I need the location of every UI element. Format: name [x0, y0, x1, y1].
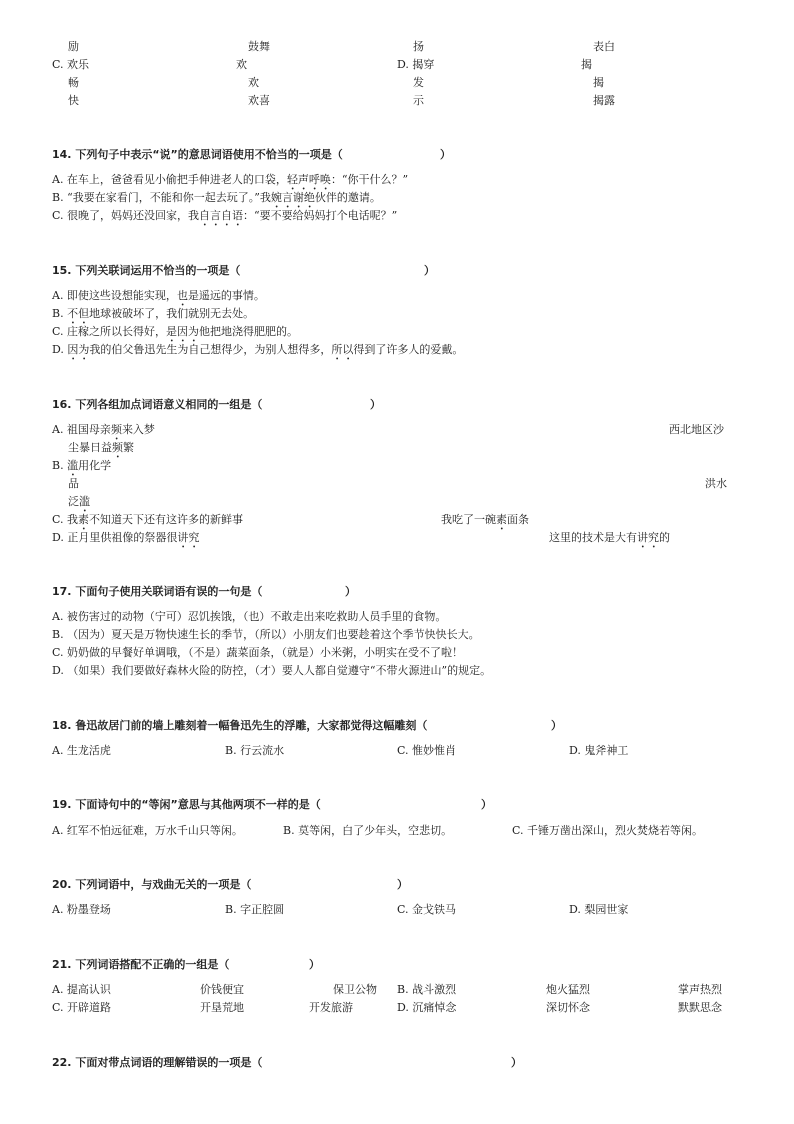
q21-option-a: 保卫公物 — [333, 983, 377, 996]
q21-option-c: 开垦荒地 — [200, 1001, 244, 1014]
answer-bracket-close: ） — [511, 1056, 522, 1069]
question-21-stem: 21. 下列词语搭配不正确的一组是（ — [52, 958, 230, 971]
q21-option-b: 掌声热烈 — [678, 983, 722, 996]
q18-option-c: C. 惟妙惟肖 — [397, 744, 457, 757]
answer-bracket-close: ） — [397, 878, 408, 891]
answer-bracket-close: ） — [309, 958, 320, 971]
question-20-stem: 20. 下列词语中，与戏曲无关的一项是（ — [52, 878, 252, 891]
q17-option-d: D. （如果）我们要做好森林火险的防控，（才）要人人都自觉遵守“不带火源进山”的规定。 — [52, 664, 492, 677]
q16-option-b-cont: 品 — [68, 477, 79, 490]
q21-option-a: 价钱便宜 — [200, 983, 244, 996]
q18-option-d: D. 鬼斧神工 — [569, 744, 629, 757]
q20-option-b: B. 字正腔圆 — [225, 903, 285, 916]
q20-option-a: A. 粉墨登场 — [52, 903, 111, 916]
q16-option-c-second: 我吃了一碗素面条 — [441, 513, 529, 526]
answer-bracket-close: ） — [481, 798, 492, 811]
option-fragment: 示 — [413, 94, 424, 107]
q16-option-b-cont2: 泛滥 — [68, 495, 90, 508]
q18-option-a: A. 生龙活虎 — [52, 744, 111, 757]
option-c: C. 欢乐 — [52, 58, 90, 71]
q14-option-c: C. 很晚了，妈妈还没回家，我自言自语：“要不要给妈妈打个电话呢？” — [52, 209, 398, 222]
q16-option-d-second: 这里的技术是大有讲究的 — [549, 531, 670, 544]
answer-bracket-close: ） — [440, 148, 451, 161]
q17-option-b: B. （因为）夏天是万物快速生长的季节，（所以）小朋友们也要趁着这个季节快快长大。 — [52, 628, 480, 641]
q15-option-c: C. 庄稼之所以长得好，是因为他把地浇得肥肥的。 — [52, 325, 299, 338]
answer-bracket-close: ） — [551, 719, 562, 732]
option-fragment: 欢喜 — [248, 94, 270, 107]
option-fragment: 欢 — [236, 58, 247, 71]
option-fragment: 畅 — [68, 76, 79, 89]
q19-option-a: A. 红军不怕远征难，万水千山只等闲。 — [52, 824, 243, 837]
q16-option-b-second: 洪水 — [705, 477, 727, 490]
option-fragment: 揭 — [581, 58, 592, 71]
question-16-stem: 16. 下列各组加点词语意义相同的一组是（ — [52, 398, 263, 411]
q18-option-b: B. 行云流水 — [225, 744, 285, 757]
q21-option-b: 炮火猛烈 — [546, 983, 590, 996]
option-d: D. 揭穿 — [397, 58, 435, 71]
option-fragment: 揭露 — [593, 94, 615, 107]
q20-option-d: D. 梨园世家 — [569, 903, 629, 916]
q14-option-b: B. “我要在家看门，不能和你一起去玩了。”我婉言谢绝伙伴的邀请。 — [52, 191, 381, 204]
option-fragment: 揭 — [593, 76, 604, 89]
answer-bracket-close: ） — [424, 264, 435, 277]
answer-bracket-close: ） — [345, 585, 356, 598]
option-fragment: 快 — [68, 94, 79, 107]
q21-option-c: 开发旅游 — [309, 1001, 353, 1014]
q16-option-a-first: A. 祖国母亲频来入梦 — [52, 423, 155, 436]
q21-option-d: 深切怀念 — [546, 1001, 590, 1014]
q21-option-b: B. 战斗激烈 — [397, 983, 457, 996]
q21-option-d: 默默思念 — [678, 1001, 722, 1014]
question-17-stem: 17. 下面句子使用关联词语有误的一句是（ — [52, 585, 263, 598]
option-fragment: 发 — [413, 76, 424, 89]
q15-option-d: D. 因为我的伯父鲁迅先生为自己想得少，为别人想得多，所以得到了许多人的爱戴。 — [52, 343, 464, 356]
q14-option-a: A. 在车上，爸爸看见小偷把手伸进老人的口袋，轻声呼唤：“你干什么？” — [52, 173, 409, 186]
q16-option-a-cont: 尘暴日益频繁 — [68, 441, 134, 454]
q16-option-d-first: D. 正月里供祖像的祭器很讲究 — [52, 531, 200, 544]
q15-option-b: B. 不但地球被破坏了，我们就别无去处。 — [52, 307, 255, 320]
q16-option-c-first: C. 我素不知道天下还有这许多的新鲜事 — [52, 513, 244, 526]
q17-option-a: A. 被伤害过的动物（宁可）忍饥挨饿，（也）不敢走出来吃救助人员手里的食物。 — [52, 610, 447, 623]
q21-option-c: C. 开辟道路 — [52, 1001, 112, 1014]
question-14-stem: 14. 下列句子中表示“说”的意思词语使用不恰当的一项是（ — [52, 148, 343, 161]
option-fragment: 鼓舞 — [248, 40, 270, 53]
q21-option-d: D. 沉痛悼念 — [397, 1001, 457, 1014]
q19-option-b: B. 莫等闲，白了少年头，空悲切。 — [283, 824, 453, 837]
q20-option-c: C. 金戈铁马 — [397, 903, 457, 916]
q15-option-a: A. 即使这些设想能实现，也是遥远的事情。 — [52, 289, 265, 302]
option-fragment: 扬 — [413, 40, 424, 53]
q19-option-c: C. 千锤万凿出深山，烈火焚烧若等闲。 — [512, 824, 704, 837]
option-fragment: 欢 — [248, 76, 259, 89]
question-22-stem: 22. 下面对带点词语的理解错误的一项是（ — [52, 1056, 263, 1069]
q21-option-a: A. 提高认识 — [52, 983, 111, 996]
q17-option-c: C. 奶奶做的早餐好单调哦，（不是）蔬菜面条，（就是）小米粥，小明实在受不了啦！ — [52, 646, 464, 659]
answer-bracket-close: ） — [370, 398, 381, 411]
question-18-stem: 18. 鲁迅故居门前的墙上雕刻着一幅鲁迅先生的浮雕，大家都觉得这幅雕刻（ — [52, 719, 428, 732]
q16-option-b-first: B. 滥用化学 — [52, 459, 112, 472]
option-fragment: 表白 — [593, 40, 615, 53]
option-fragment: 励 — [68, 40, 79, 53]
question-19-stem: 19. 下面诗句中的“等闲”意思与其他两项不一样的是（ — [52, 798, 321, 811]
question-15-stem: 15. 下列关联词运用不恰当的一项是（ — [52, 264, 241, 277]
q16-option-a-second: 西北地区沙 — [669, 423, 724, 436]
